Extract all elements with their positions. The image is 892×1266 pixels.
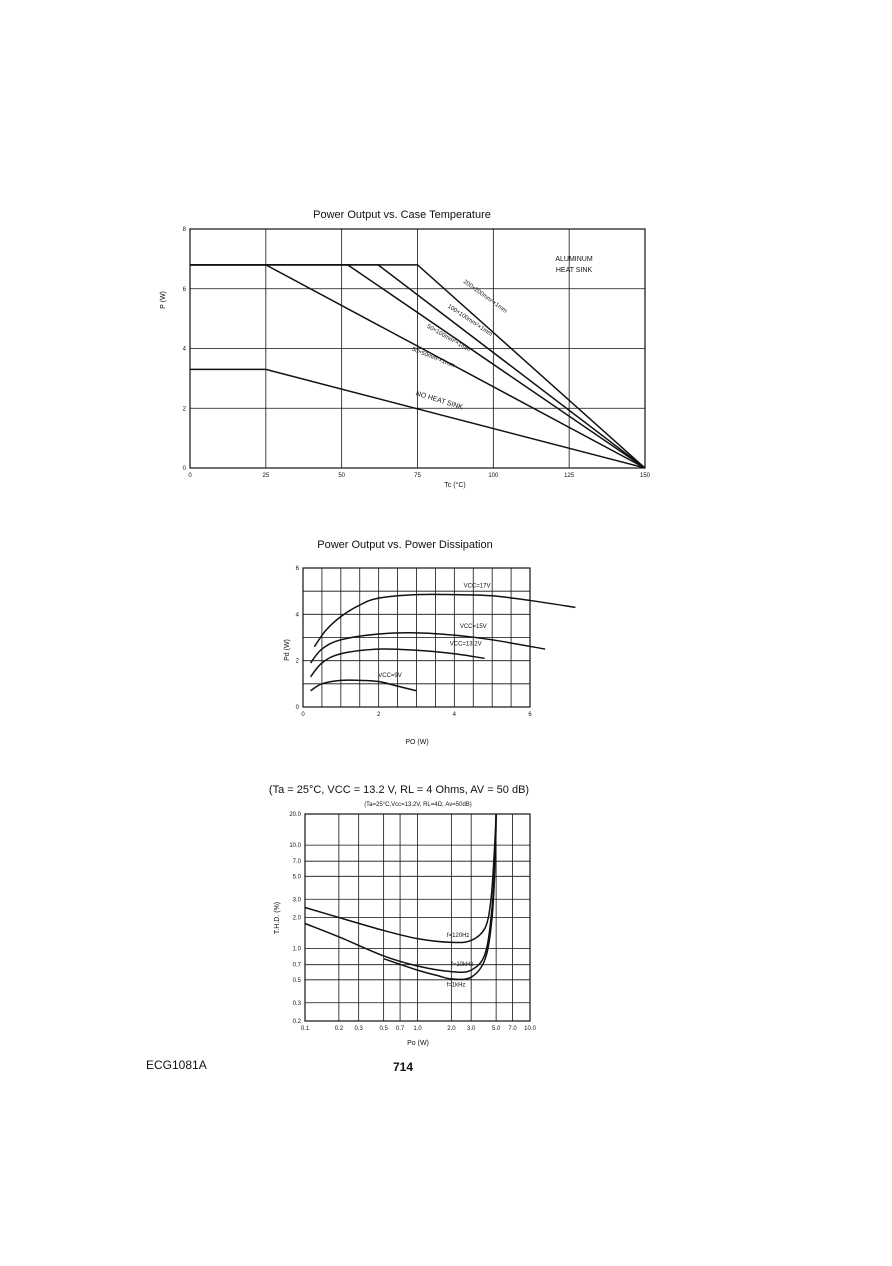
chart3-xlabel: Po (W) <box>407 1040 429 1047</box>
chart1-ytick-label: 8 <box>182 227 186 233</box>
chart1-series-label: 200×200mm²×1mm <box>461 279 508 315</box>
chart1-title: Power Output vs. Case Temperature <box>313 209 491 221</box>
chart2-ylabel: Pd (W) <box>284 639 291 661</box>
chart1-xtick-label: 125 <box>564 473 575 479</box>
chart1-series-label: 100×100mm²×1mm <box>446 303 494 338</box>
chart3-xtick-label: 0.1 <box>300 1026 310 1032</box>
chart2-ytick-label: 4 <box>295 612 299 619</box>
chart3-xtick-label: 5.0 <box>491 1026 501 1032</box>
chart2-series-label: VCC=17V <box>463 583 491 590</box>
chart1-xtick-label: 100 <box>488 473 499 479</box>
chart3-xtick-label: 0.3 <box>354 1026 363 1032</box>
chart3-xtick-label: 7.0 <box>508 1026 517 1032</box>
chart2-title: Power Output vs. Power Dissipation <box>317 539 493 551</box>
chart3-ytick-label: 10.0 <box>289 843 301 850</box>
chart2-xlabel: PO (W) <box>405 739 429 746</box>
chart-power-vs-case-temp <box>160 209 651 489</box>
chart1-annotation-line1: ALUMINUM <box>555 256 593 263</box>
chart2-series-label: VCC=13.2V <box>449 641 482 648</box>
chart3-ytick-label: 2.0 <box>292 915 301 922</box>
chart3-title: (Ta = 25°C, VCC = 13.2 V, RL = 4 Ohms, AV = 50 dB) <box>268 784 530 796</box>
chart2-ytick-label: 6 <box>295 566 299 572</box>
chart2-xtick-label: 4 <box>452 712 457 718</box>
chart3-ytick-label: 1.0 <box>292 946 301 953</box>
chart2-series-label: VCC=9V <box>378 672 402 679</box>
chart3-xtick-label: 10.0 <box>524 1026 536 1032</box>
chart1-ytick-label: 6 <box>182 286 186 293</box>
chart3-xtick-label: 0.7 <box>395 1026 405 1032</box>
chart1-annotation-line2: HEAT SINK <box>555 267 593 274</box>
chart1-xtick-label: 50 <box>338 473 346 479</box>
chart3-series-label: f=120Hz <box>446 932 470 939</box>
chart2-ytick-label: 0 <box>295 705 299 711</box>
chart3-ytick-label: 0.3 <box>292 1000 301 1007</box>
chart1-series-label: 50×100mm²×1mm <box>425 323 472 354</box>
chart2-xtick-label: 0 <box>301 712 305 718</box>
chart3-ytick-label: 20.0 <box>289 812 301 818</box>
chart2-xtick-label: 2 <box>376 712 381 718</box>
chart1-ytick-label: 0 <box>182 466 186 472</box>
chart1-series-label: 50×50mm²×1mm <box>410 346 456 370</box>
chart2-series-line <box>314 594 575 646</box>
chart3-ytick-label: 5.0 <box>292 874 301 881</box>
chart3-ylabel: T.H.D. (%) <box>274 901 281 935</box>
chart3-series-line <box>305 814 496 943</box>
chart3-xtick-label: 2.0 <box>447 1026 456 1032</box>
footer-part-number: ECG1081A <box>146 1058 207 1072</box>
chart3-series-line <box>384 814 497 979</box>
chart3-series-label: f=10kHz <box>451 961 474 968</box>
chart3-ytick-label: 7.0 <box>292 859 301 866</box>
chart2-xtick-label: 6 <box>528 712 532 718</box>
chart3-subtitle: (Ta=25°C,Vcc=13.2V, RL=4Ω, Av=50dB) <box>364 802 472 808</box>
chart1-xtick-label: 75 <box>414 473 421 479</box>
chart1-xlabel: Tc (°C) <box>444 482 466 489</box>
chart2-series-line <box>311 680 417 691</box>
chart3-xtick-label: 3.0 <box>467 1026 476 1032</box>
chart3-ytick-label: 0.5 <box>292 977 301 984</box>
chart3-ytick-label: 0.2 <box>292 1019 301 1025</box>
chart3-ytick-label: 3.0 <box>292 897 301 904</box>
chart1-xtick-label: 150 <box>639 473 651 479</box>
chart1-series-label: NO HEAT SINK <box>414 390 464 412</box>
chart1-ytick-label: 2 <box>182 406 186 413</box>
chart3-xtick-label: 1.0 <box>413 1026 422 1032</box>
chart1-ytick-label: 4 <box>182 346 186 353</box>
chart3-ytick-label: 0.7 <box>292 962 301 969</box>
chart1-xtick-label: 0 <box>188 473 192 479</box>
chart3-series-label: f=1kHz <box>446 982 466 989</box>
chart1-ylabel: P (W) <box>160 291 167 309</box>
chart-thd-vs-output <box>269 784 537 1047</box>
chart2-series-label: VCC=15V <box>459 624 487 631</box>
chart3-xtick-label: 0.2 <box>334 1026 344 1032</box>
footer-page-number: 714 <box>393 1060 414 1074</box>
chart-power-vs-dissipation <box>284 539 575 746</box>
chart1-xtick-label: 25 <box>262 473 270 479</box>
chart3-xtick-label: 0.5 <box>379 1026 388 1032</box>
chart2-ytick-label: 2 <box>295 658 299 665</box>
